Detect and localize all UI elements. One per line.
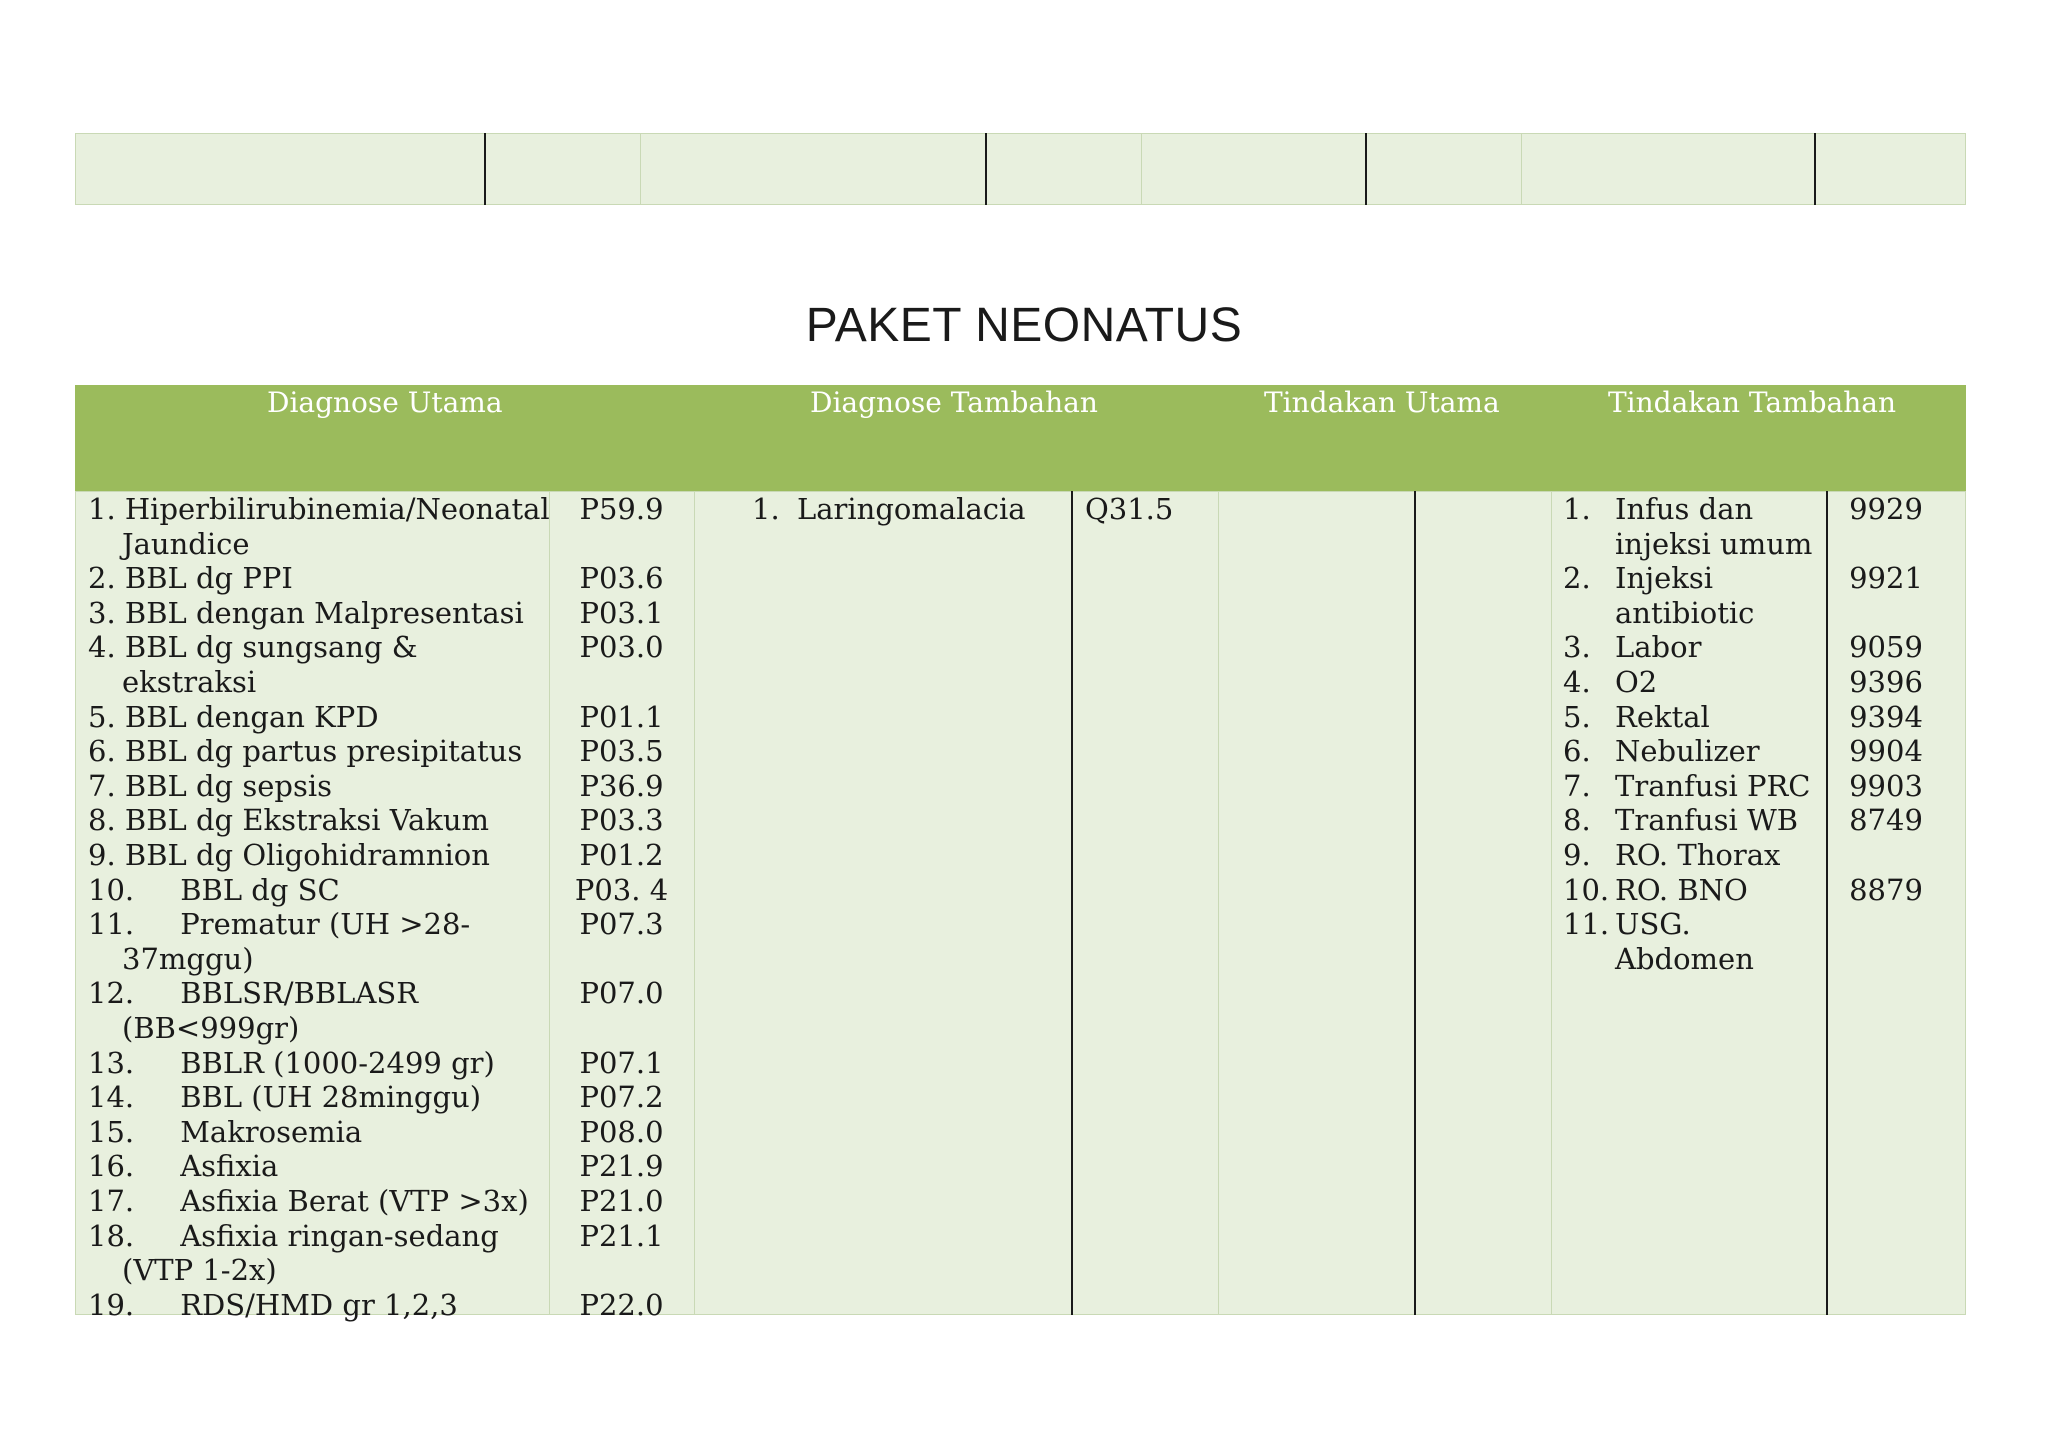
code-cell: P03. 4	[574, 872, 669, 907]
list-item: RO. BNO	[1615, 872, 1748, 907]
code-cell: 9904	[1849, 734, 1923, 769]
list-item: 3. BBL dengan Malpresentasi	[88, 595, 524, 630]
list-item: Labor	[1615, 630, 1702, 665]
code-cell: P03.0	[579, 630, 664, 665]
list-number: 10.	[1563, 872, 1610, 907]
list-item: 4. BBL dg sungsang &	[88, 630, 418, 665]
list-item: ekstraksi	[122, 665, 257, 699]
list-item: antibiotic	[1615, 595, 1755, 630]
list-number: 4.	[1563, 665, 1591, 699]
code-cell: P01.1	[579, 699, 664, 734]
list-item: 19. RDS/HMD gr 1,2,3	[88, 1287, 458, 1322]
list-item: Injeksi	[1615, 561, 1714, 596]
list-item: 16. Asfixia	[88, 1149, 279, 1184]
list-item: Abdomen	[1615, 941, 1754, 976]
list-number: 7.	[1563, 768, 1591, 803]
list-number: 1.	[1563, 492, 1591, 526]
top-band-divider	[640, 133, 641, 205]
code-cell: P21.0	[579, 1184, 664, 1218]
list-item: 11. Prematur (UH >28-	[88, 907, 471, 942]
list-number: 1.	[752, 492, 780, 526]
list-item: 8. BBL dg Ekstraksi Vakum	[88, 803, 490, 838]
list-number: 5.	[1563, 699, 1591, 734]
column-divider	[1071, 491, 1073, 1315]
code-cell: P03.1	[579, 595, 664, 630]
list-number: 11.	[1563, 907, 1610, 942]
header-tindakan-tambahan: Tindakan Tambahan	[1608, 386, 1896, 419]
top-band-divider	[1521, 133, 1522, 205]
code-cell: 8879	[1849, 872, 1923, 907]
code-cell: 9929	[1849, 492, 1923, 526]
list-item: (VTP 1-2x)	[122, 1253, 277, 1288]
code-cell: 9394	[1849, 699, 1923, 734]
list-number: 9.	[1563, 838, 1591, 872]
top-band-divider	[1141, 133, 1142, 205]
list-item: Nebulizer	[1615, 734, 1760, 769]
column-divider	[1551, 491, 1552, 1315]
code-cell: P21.1	[579, 1218, 664, 1253]
code-cell: P01.2	[579, 838, 664, 872]
code-cell: 9396	[1849, 665, 1923, 699]
list-item: 6. BBL dg partus presipitatus	[88, 734, 523, 769]
list-item: O2	[1615, 665, 1658, 699]
top-band-divider	[1814, 133, 1816, 205]
code-cell: Q31.5	[1085, 492, 1174, 526]
list-item: 7. BBL dg sepsis	[88, 768, 332, 803]
code-cell: P36.9	[579, 768, 664, 803]
list-item: 12. BBLSR/BBLASR	[88, 976, 419, 1011]
top-band-divider	[985, 133, 987, 205]
code-cell: P03.3	[579, 803, 664, 838]
column-divider	[1414, 491, 1416, 1315]
code-cell: P59.9	[579, 492, 664, 526]
code-cell: 9921	[1849, 561, 1923, 596]
list-item: USG.	[1615, 907, 1691, 942]
top-band-divider	[1365, 133, 1367, 205]
code-cell: P03.6	[579, 561, 664, 596]
top-band-divider	[484, 133, 486, 205]
header-diagnose-tambahan: Diagnose Tambahan	[810, 386, 1098, 419]
list-item: 17. Asfixia Berat (VTP >3x)	[88, 1184, 529, 1218]
list-item: 5. BBL dengan KPD	[88, 699, 379, 734]
list-item: (BB<999gr)	[122, 1011, 300, 1045]
code-cell: P07.2	[579, 1080, 664, 1115]
list-item: Tranfusi WB	[1615, 803, 1799, 838]
list-item: Rektal	[1615, 699, 1710, 734]
list-item: Infus dan	[1615, 492, 1754, 526]
list-item: injeksi umum	[1615, 526, 1813, 561]
list-item: 37mggu)	[122, 941, 254, 976]
list-number: 3.	[1563, 630, 1591, 665]
page-title: PAKET NEONATUS	[805, 299, 1243, 352]
code-cell: P03.5	[579, 734, 664, 769]
list-item: Laringomalacia	[797, 492, 1026, 526]
list-item: 14. BBL (UH 28minggu)	[88, 1080, 482, 1115]
list-item: 9. BBL dg Oligohidramnion	[88, 838, 490, 872]
code-cell: 9059	[1849, 630, 1923, 665]
code-cell: P07.0	[579, 976, 664, 1011]
code-cell: P07.1	[579, 1045, 664, 1080]
code-cell: P22.0	[579, 1287, 664, 1322]
code-cell: 8749	[1849, 803, 1923, 838]
header-diagnose-utama: Diagnose Utama	[267, 386, 503, 419]
list-item: RO. Thorax	[1615, 838, 1781, 872]
code-cell: 9903	[1849, 768, 1923, 803]
column-divider	[694, 491, 695, 1315]
code-cell: P21.9	[579, 1149, 664, 1184]
column-divider	[1218, 491, 1219, 1315]
list-item: Jaundice	[122, 526, 250, 561]
list-number: 2.	[1563, 561, 1591, 596]
list-number: 6.	[1563, 734, 1591, 769]
code-cell: P08.0	[579, 1114, 664, 1149]
list-item: 1. Hiperbilirubinemia/Neonatal	[88, 492, 550, 526]
list-item: 2. BBL dg PPI	[88, 561, 293, 596]
code-cell: P07.3	[579, 907, 664, 942]
header-tindakan-utama: Tindakan Utama	[1264, 386, 1500, 419]
list-item: 15. Makrosemia	[88, 1114, 363, 1149]
list-number: 8.	[1563, 803, 1591, 838]
list-item: 18. Asfixia ringan-sedang	[88, 1218, 499, 1253]
list-item: 10. BBL dg SC	[88, 872, 340, 907]
list-item: Tranfusi PRC	[1615, 768, 1811, 803]
top-band	[75, 133, 1966, 205]
list-item: 13. BBLR (1000-2499 gr)	[88, 1045, 495, 1080]
